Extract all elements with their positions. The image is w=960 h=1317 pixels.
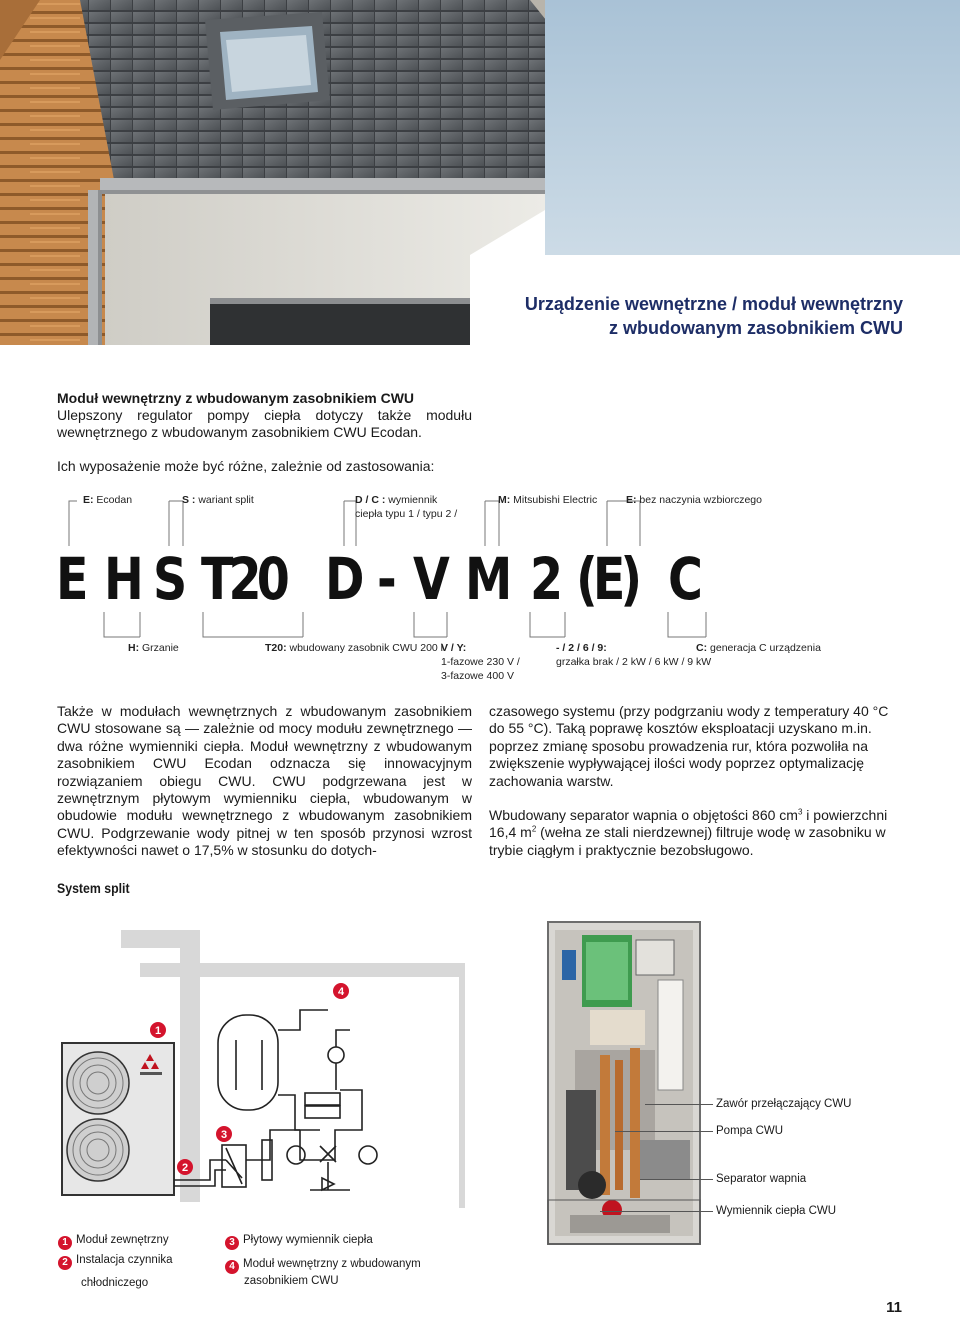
- code-label-c: C: generacja C urządzenia: [696, 642, 821, 654]
- legend-item-2: 2 Instalacja czynnika chłodniczego: [58, 1253, 173, 1290]
- code-letter-e: E: [56, 545, 84, 613]
- legend-item-3: 3 Płytowy wymiennik ciepła: [225, 1233, 373, 1250]
- legend-item-1: 1 Moduł zewnętrzny: [58, 1233, 169, 1250]
- code-label-heater: - / 2 / 6 / 9: grzałka brak / 2 kW / 6 kW / 9 kW: [556, 642, 712, 668]
- marker-1: 1: [154, 1025, 162, 1037]
- leader-line-exchanger: [600, 1211, 713, 1212]
- code-letter-s: S: [153, 545, 183, 613]
- legend-marker: 1: [58, 1236, 72, 1250]
- code-letter-h: H: [104, 545, 139, 613]
- legend-marker: 3: [225, 1236, 239, 1250]
- body-right-column: [489, 703, 904, 859]
- callout-pump: Pompa CWU: [716, 1125, 784, 1137]
- leader-line-valve: [645, 1104, 713, 1105]
- intro-lead: Ich wyposażenie może być różne, zależnie od zastosowania:: [57, 458, 435, 474]
- code-letter-v: V: [413, 545, 445, 613]
- marker-2: 2: [181, 1162, 189, 1174]
- code-label-t20: T20: wbudowany zasobnik CWU 200 l: [265, 642, 444, 654]
- callout-valve: Zawór przełączający CWU: [716, 1098, 852, 1110]
- intro-block: [57, 390, 472, 441]
- code-letter-d: D: [325, 545, 360, 613]
- title-line-1: Urządzenie wewnętrzne / moduł wewnętrzny: [524, 294, 903, 314]
- code-letter-e-paren: (E): [576, 545, 638, 613]
- code-label-dc: D / C : wymiennik ciepła typu 1 / typu 2 /: [355, 494, 458, 520]
- indoor-unit-photo: [540, 918, 710, 1248]
- code-letter-dash: -: [377, 545, 392, 613]
- marker-4: 4: [337, 986, 345, 998]
- code-letter-2: 2: [530, 545, 559, 613]
- callout-exchanger: Wymiennik ciepła CWU: [716, 1205, 837, 1217]
- system-split-diagram: [55, 905, 465, 1210]
- marker-3: 3: [220, 1129, 228, 1141]
- section-heading: System split: [57, 880, 130, 896]
- code-label-e: E: Ecodan: [83, 494, 133, 506]
- code-label-s: S : wariant split: [182, 494, 254, 506]
- title-line-2: z wbudowanym zasobnikiem CWU: [608, 318, 903, 338]
- code-label-h: H: Grzanie: [128, 642, 179, 654]
- code-letter-c: C: [668, 545, 698, 613]
- legend-item-4: 4 Moduł wewnętrzny z wbudowanym zasobnikiem CWU: [225, 1257, 421, 1288]
- code-label-m: M: Mitsubishi Electric: [498, 494, 598, 506]
- body-right-paragraph-2: Wbudowany separator wapnia o objętości 860 $cm^3$ i powierzchni 16,4 $m^2$ (wełna ze stali nierdzewnej) filtruje wodę w zasobniku w trybie ciągłym i praktycznie bezobsługowo.: [489, 807, 888, 858]
- page-number: 11: [886, 1299, 902, 1316]
- leader-line-separator: [640, 1179, 713, 1180]
- code-letter-t20: T20: [201, 545, 285, 613]
- intro-line-2: Ulepszony regulator pompy ciepła dotyczy także modułu: [57, 407, 472, 423]
- code-letter-m: M: [465, 545, 508, 613]
- intro-line-3: wewnętrznego z wbudowanym zasobnikiem CWU Ecodan.: [57, 424, 422, 440]
- page-title: [525, 292, 903, 340]
- code-label-e2: E: bez naczynia wzbiorczego: [626, 494, 762, 506]
- body-left-column: [57, 703, 472, 860]
- leader-line-pump: [615, 1131, 713, 1132]
- callout-separator: Separator wapnia: [716, 1173, 807, 1185]
- code-label-vy: V / Y: 1-fazowe 230 V / 3-fazowe 400 V: [441, 642, 520, 682]
- body-right-paragraph-1: czasowego systemu (przy podgrzaniu wody z temperatury 40 °C do 55 °C). Taką poprawę kosztów eksploatacji uzyskano m.in. poprzez zmianę sposobu prowadzenia rur, która pozwoliła na zwiększenie wypływającej ilości wody poprzez optymalizację zachowania warstw.: [489, 703, 889, 789]
- intro-heading: Moduł wewnętrzny z wbudowanym zasobnikiem CWU: [57, 390, 415, 406]
- body-left-paragraph: Także w modułach wewnętrznych z wbudowanym zasobnikiem CWU stosowane są — zależnie od mocy modułu zewnętrznego — dwa różne wymienniki ciepła. Moduł wewnętrzny z wbudowanym zasobnikiem CWU Ecodan odznacza się innowacyjnym rozwiązaniem obiegu CWU. CWU podgrzewana jest w zewnętrznym płytowym wymienniku ciepła, wbudowanym w obudowie modułu wewnętrznego z wbudowanym zasobnikiem CWU. Podgrzewanie wody pitnej w ten sposób przynosi wzrost efektywności nawet o 17,5% w stosunku do dotych-: [57, 703, 472, 859]
- legend-marker: 4: [225, 1260, 239, 1274]
- legend-marker: 2: [58, 1256, 72, 1270]
